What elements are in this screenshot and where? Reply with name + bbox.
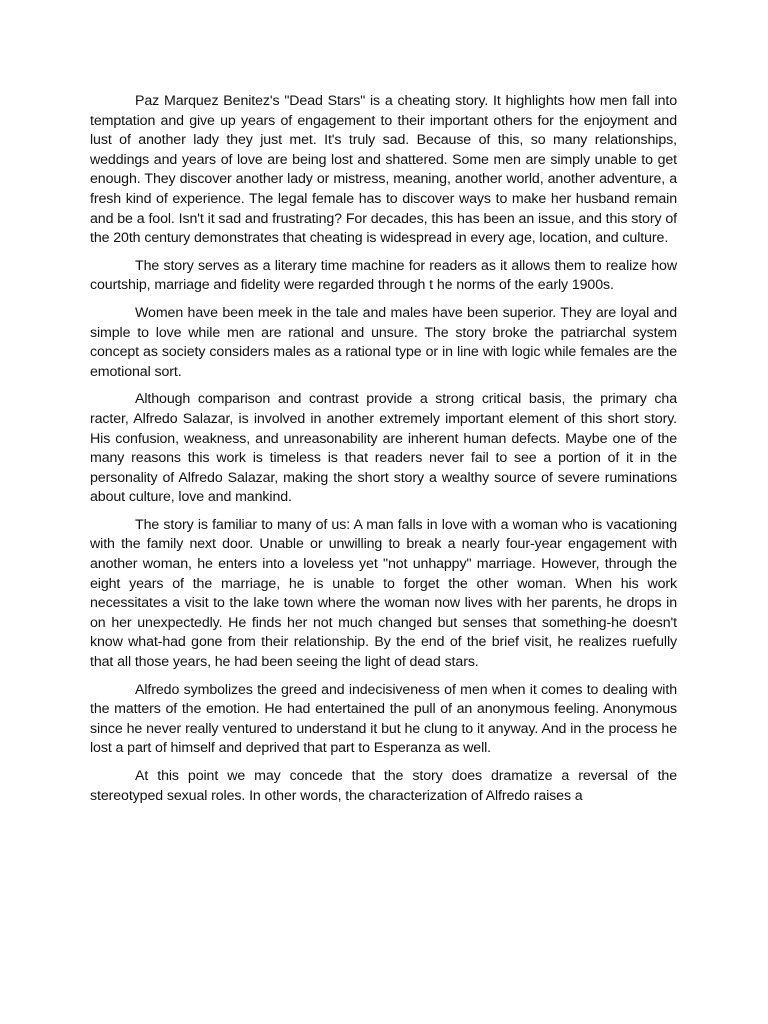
paragraph-concession: At this point we may concede that the story does dramatize a reversal of the stereotyped sexual roles. In other words, the characterization of Alfredo raises a <box>90 768 677 804</box>
paragraph-story-summary: The story is familiar to many of us: A man falls in love with a woman who is vacationing with the family next door. Unable or unwilling to break a nearly four-year engagement with another woman, he enters into a loveless yet "not unhappy" marriage. However, through the eight years of the marriage, he is unable to forget the other woman. When his work necessitates a visit to the lake town where the woman now lives with her parents, he drops in on her unexpectedly. He finds her not much changed but senses that something-he doesn't know what-had gone from their relationship. By the end of the brief visit, he realizes ruefully that all those years, he had been seeing the light of dead stars. <box>90 516 677 671</box>
paragraph-alfredo-symbolizes: Alfredo symbolizes the greed and indecisiveness of men when it comes to dealing with the matters of the emotion. He had entertained the pull of an anonymous feeling. Anonymous since he never really ventured to understand it but he clung to it anyway. And in the process he lost a part of himself and deprived that part to Esperanza as well. <box>90 681 677 757</box>
paragraph-women-males: Women have been meek in the tale and males have been superior. They are loyal and simple to love while men are rational and unsure. The story broke the patriarchal system concept as society considers males as a rational type or in line with logic while females are the emotional sort. <box>90 304 677 380</box>
paragraph-intro: Paz Marquez Benitez's "Dead Stars" is a cheating story. It highlights how men fall into temptation and give up years of engagement to their important others for the enjoyment and lust of another lady they just met. It's truly sad. Because of this, so many relationships, weddings and years of love are being lost and shattered. Some men are simply unable to get enough. They discover another lady or mistress, meaning, another world, another adventure, a fresh kind of experience. The legal female has to discover ways to make her husband remain and be a fool. Isn't it sad and frustrating? For decades, this has been an issue, and this story of the 20th century demonstrates that cheating is widespread in every age, location, and culture. <box>90 93 677 247</box>
paragraph-time-machine: The story serves as a literary time machine for readers as it allows them to realize how courtship, marriage and fidelity were regarded through t he norms of the early 1900s. <box>90 257 677 294</box>
document-page <box>90 92 677 814</box>
paragraph-alfredo-character: Although comparison and contrast provide a strong critical basis, the primary cha racter, Alfredo Salazar, is involved in another extremely important element of this short story. His confusion, weakness, and unreasonability are inherent human defects. Maybe one of the many reasons this work is timeless is that readers never fail to see a portion of it in the personality of Alfredo Salazar, making the short story a wealthy source of severe ruminations about culture, love and mankind. <box>90 391 677 506</box>
